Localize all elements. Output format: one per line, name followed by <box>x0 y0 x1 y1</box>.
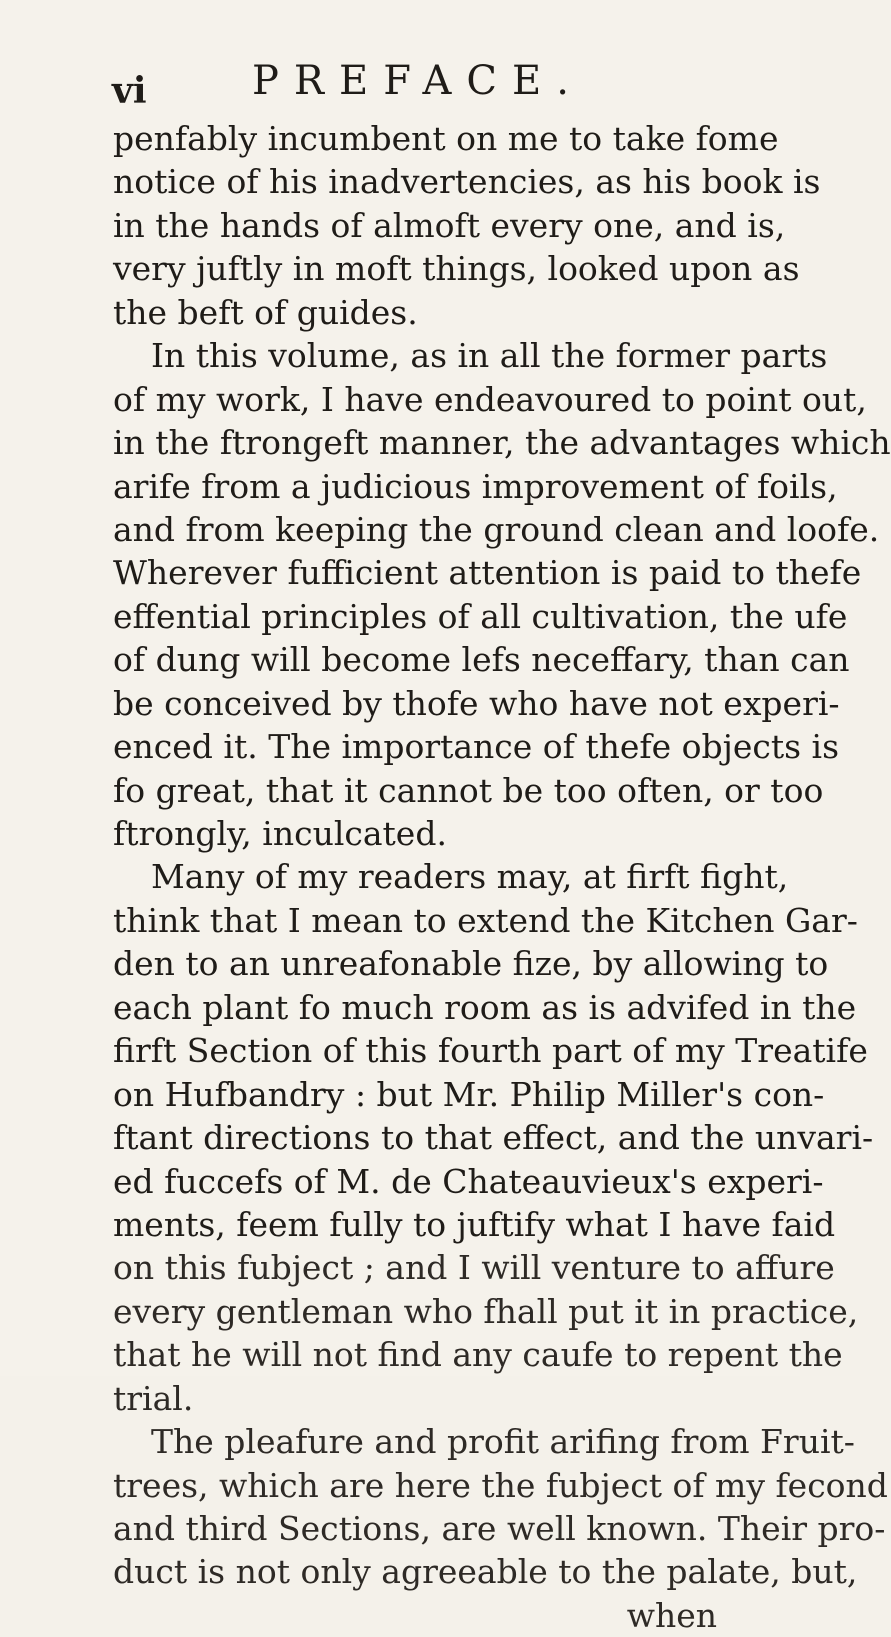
text-line: on this fubject ; and I will venture to affure <box>113 1248 835 1288</box>
text-line: trees, which are here the fubject of my fecond <box>113 1465 888 1505</box>
text-line: and from keeping the ground clean and loofe. <box>113 509 880 549</box>
text-line: arife from a judicious improvement of foils, <box>113 466 838 506</box>
text-line: the beft of guides. <box>113 292 418 332</box>
text-line: very juftly in moft things, looked upon as <box>113 249 800 289</box>
text-line: in the hands of almoft every one, and is, <box>113 205 786 245</box>
text-line: ftant directions to that effect, and the unvari- <box>113 1118 874 1158</box>
text-line: ments, feem fully to juftify what I have faid <box>113 1204 836 1244</box>
text-line: every gentleman who fhall put it in practice, <box>113 1291 859 1331</box>
text-line: Wherever fufficient attention is paid to thefe <box>113 553 862 593</box>
text-line: of dung will become lefs neceffary, than can <box>113 640 850 680</box>
text-line: The pleafure and profit arifing from Fruit- <box>151 1422 855 1462</box>
catchword: when <box>626 1595 717 1635</box>
text-line: ed fuccefs of M. de Chateauvieux's experi- <box>113 1161 824 1201</box>
text-line: trial. <box>113 1378 194 1418</box>
text-line: of my work, I have endeavoured to point out, <box>113 379 867 419</box>
body-text <box>113 117 891 1637</box>
text-line: firft Section of this fourth part of my Treatife <box>113 1031 868 1071</box>
text-line: duct is not only agreeable to the palate, but, <box>113 1552 858 1592</box>
page-number: vi <box>112 70 147 112</box>
text-line: and third Sections, are well known. Their pro- <box>113 1509 886 1548</box>
text-line: on Hufbandry : but Mr. Philip Miller's con- <box>113 1074 825 1114</box>
running-head: PREFACE. <box>252 58 584 104</box>
text-line: think that I mean to extend the Kitchen Gar- <box>113 900 858 940</box>
text-line: den to an unreafonable fize, by allowing to <box>113 944 829 984</box>
text-line: notice of his inadvertencies, as his book is <box>113 162 821 202</box>
text-line: be conceived by thofe who have not experi- <box>113 683 840 723</box>
text-line: Many of my readers may, at firft fight, <box>151 857 789 897</box>
text-line: that he will not find any caufe to repent the <box>113 1335 843 1375</box>
text-line: In this volume, as in all the former parts <box>151 336 828 376</box>
text-line: each plant fo much room as is advifed in the <box>113 987 857 1027</box>
text-line: fo great, that it cannot be too often, or too <box>113 770 824 810</box>
text-line: enced it. The importance of thefe objects is <box>113 727 840 767</box>
text-line: effential principles of all cultivation, the ufe <box>113 596 848 636</box>
text-line: ftrongly, inculcated. <box>113 814 447 853</box>
text-line: penfably incumbent on me to take fome <box>113 119 779 158</box>
text-line: in the ftrongeft manner, the advantages which <box>113 423 891 463</box>
